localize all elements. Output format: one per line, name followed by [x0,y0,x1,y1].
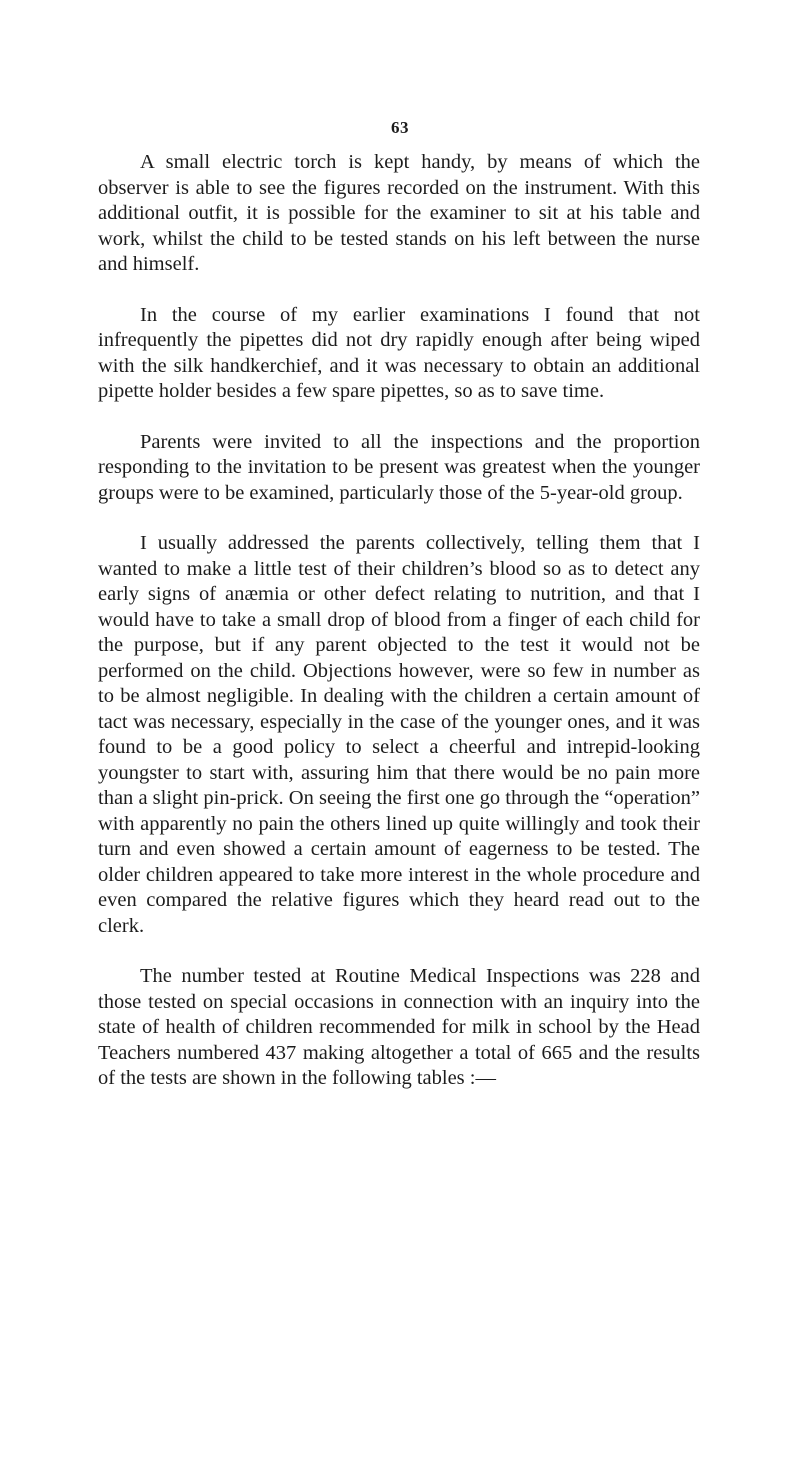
paragraph-parents-invited: Parents were invited to all the inspections and the proportion responding to the invitation to be present was greatest when the younger groups were to be examined, particularly those of the 5-year-old group. [98,430,700,504]
paragraph-pipettes: In the course of my earlier examinations I found that not infrequently the pipettes did not dry rapidly enough after being wiped with the silk handkerchief, and it was necessary to obtain an additional pipette holder besides a few spare pipettes, so as to save time. [98,303,700,402]
body-text [98,150,700,1117]
page-number: 63 [391,118,409,137]
paragraph-numbers-tested: The number tested at Routine Medical Inspections was 228 and those tested on special occasions in connection with an inquiry into the state of health of children recommended for milk in school by the Head Teachers numbered 437 making altogether a total of 665 and the results of the tests are shown in the following tables :— [98,965,700,1089]
paragraph-blood-test-procedure: I usually addressed the parents collectively, telling them that I wanted to make a little test of their children’s blood so as to detect any early signs of anæmia or other defect relating to nutrition, and that I would have to take a small drop of blood from a finger of each child for the purpose, but if any parent objected to the test it would not be performed on the child. Objections however, were so few in number as to be almost negligible. In dealing with the children a certain amount of tact was necessary, especially in the case of the younger ones, and it was found to be a good policy to select a cheerful and intrepid-looking youngster to start with, assuring him that there would be no pain more than a slight pin-prick. On seeing the first one go through the “operation” with apparently no pain the others lined up quite willingly and took their turn and even showed a certain amount of eagerness to be tested. The older children appeared to take more interest in the whole procedure and even compared the relative figures which they heard read out to the clerk. [98,532,700,937]
paragraph-torch: A small electric torch is kept handy, by means of which the observer is able to see the figures recorded on the instrument. With this additional outfit, it is possible for the examiner to sit at his table and work, whilst the child to be tested stands on his left between the nurse and himself. [98,151,700,275]
